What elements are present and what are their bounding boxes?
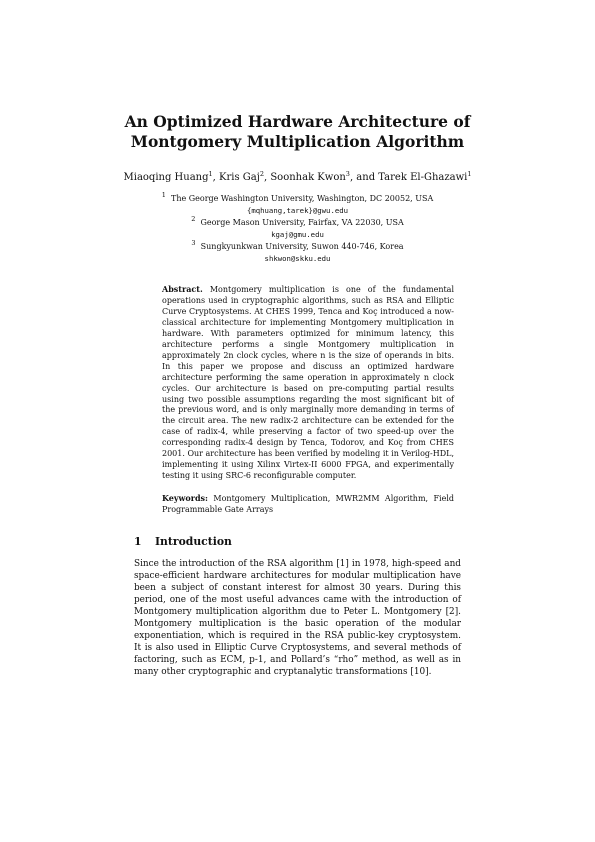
affiliation-email: shkwon@skku.edu: [264, 254, 331, 263]
section-number: 1: [134, 535, 142, 548]
keywords-label: Keywords:: [162, 493, 209, 503]
affiliation-mark: 2: [191, 215, 196, 223]
author-mark: 3: [345, 170, 350, 178]
author-mark: 2: [259, 170, 264, 178]
author-mark: 1: [208, 170, 213, 178]
affiliation-list: [0, 193, 595, 265]
abstract-text: Montgomery multiplication is one of the fundamental operations used in cryptographic algorithms, such as RSA and Elliptic Curve Cryptosystems. At CHES 1999, Tenca and Koç introduced a now-classical architecture for implementing Montgomery multiplication in hardware. With parameters optimized for minimum latency, this architecture performs a single Montgomery multiplication in approximately 2n clock cycles, where n is the size of operands in bits. In this paper we propose and discuss an optimized hardware architecture performing the same operation in approximately n clock cycles. Our architecture is based on pre-computing partial results using two possible assumptions regarding the most significant bit of the previous word, and is only marginally more demanding in terms of the circuit area. The new radix-2 architecture can be extended for the case of radix-4, while preserving a factor of two speed-up over the corresponding radix-4 design by Tenca, Todorov, and Koç from CHES 2001. Our architecture has been verified by modeling it in Verilog-HDL, implementing it using Xilinx Virtex-II 6000 FPGA, and experimentally testing it using SRC-6 reconfigurable computer.: [162, 285, 455, 481]
author-separator: , and: [349, 172, 379, 183]
affiliation: [0, 241, 595, 253]
affiliation: [0, 193, 595, 205]
abstract: [162, 284, 454, 482]
section-heading: [134, 535, 232, 549]
affiliation-mark: 3: [191, 239, 196, 247]
paper-title: [0, 112, 595, 152]
affiliation: [0, 217, 595, 229]
author-list: [0, 171, 595, 184]
title-line-2: Montgomery Multiplication Algorithm: [130, 132, 465, 151]
intro-paragraph: Since the introduction of the RSA algorithm [1] in 1978, high-speed and space-efficient hardware architectures for modular multiplication have been a subject of constant interest for almost 30 years. During this period, one of the most useful advances came with the introduction of Montgomery multiplication algorithm due to Peter L. Montgomery [2]. Montgomery multiplication is the basic operation of the modular exponentiation, which is required in the RSA public-key cryptosystem. It is also used in Elliptic Curve Cryptosystems, and several methods of factoring, such as ECM, p-1, and Pollard’s “rho” method, as well as in many other cryptographic and cryptanalytic transformations [10].: [134, 559, 461, 677]
author-separator: ,: [263, 172, 271, 183]
author-name: Miaoqing Huang: [123, 172, 209, 183]
keywords-text: Montgomery Multiplication, MWR2MM Algorithm, Field Programmable Gate Arrays: [162, 494, 455, 514]
author-mark: 1: [467, 170, 472, 178]
section-title: Introduction: [155, 535, 232, 548]
author-name: Soonhak Kwon: [270, 172, 346, 183]
author-name: Kris Gaj: [219, 172, 260, 183]
affiliation-name: The George Washington University, Washington, DC 20052, USA: [170, 194, 434, 203]
title-line-1: An Optimized Hardware Architecture of: [124, 112, 471, 131]
keywords: [162, 493, 454, 516]
affiliation-name: Sungkyunkwan University, Suwon 440-746, Korea: [200, 242, 404, 251]
affiliation-email: {mqhuang,tarek}@gwu.edu: [246, 206, 349, 215]
affiliation-mark: 1: [161, 191, 166, 199]
affiliation-name: George Mason University, Fairfax, VA 22030, USA: [200, 218, 404, 227]
affiliation-email: kgaj@gmu.edu: [271, 230, 324, 239]
author-name: Tarek El-Ghazawi: [378, 172, 468, 183]
abstract-label: Abstract.: [162, 284, 203, 294]
author-separator: ,: [212, 172, 220, 183]
